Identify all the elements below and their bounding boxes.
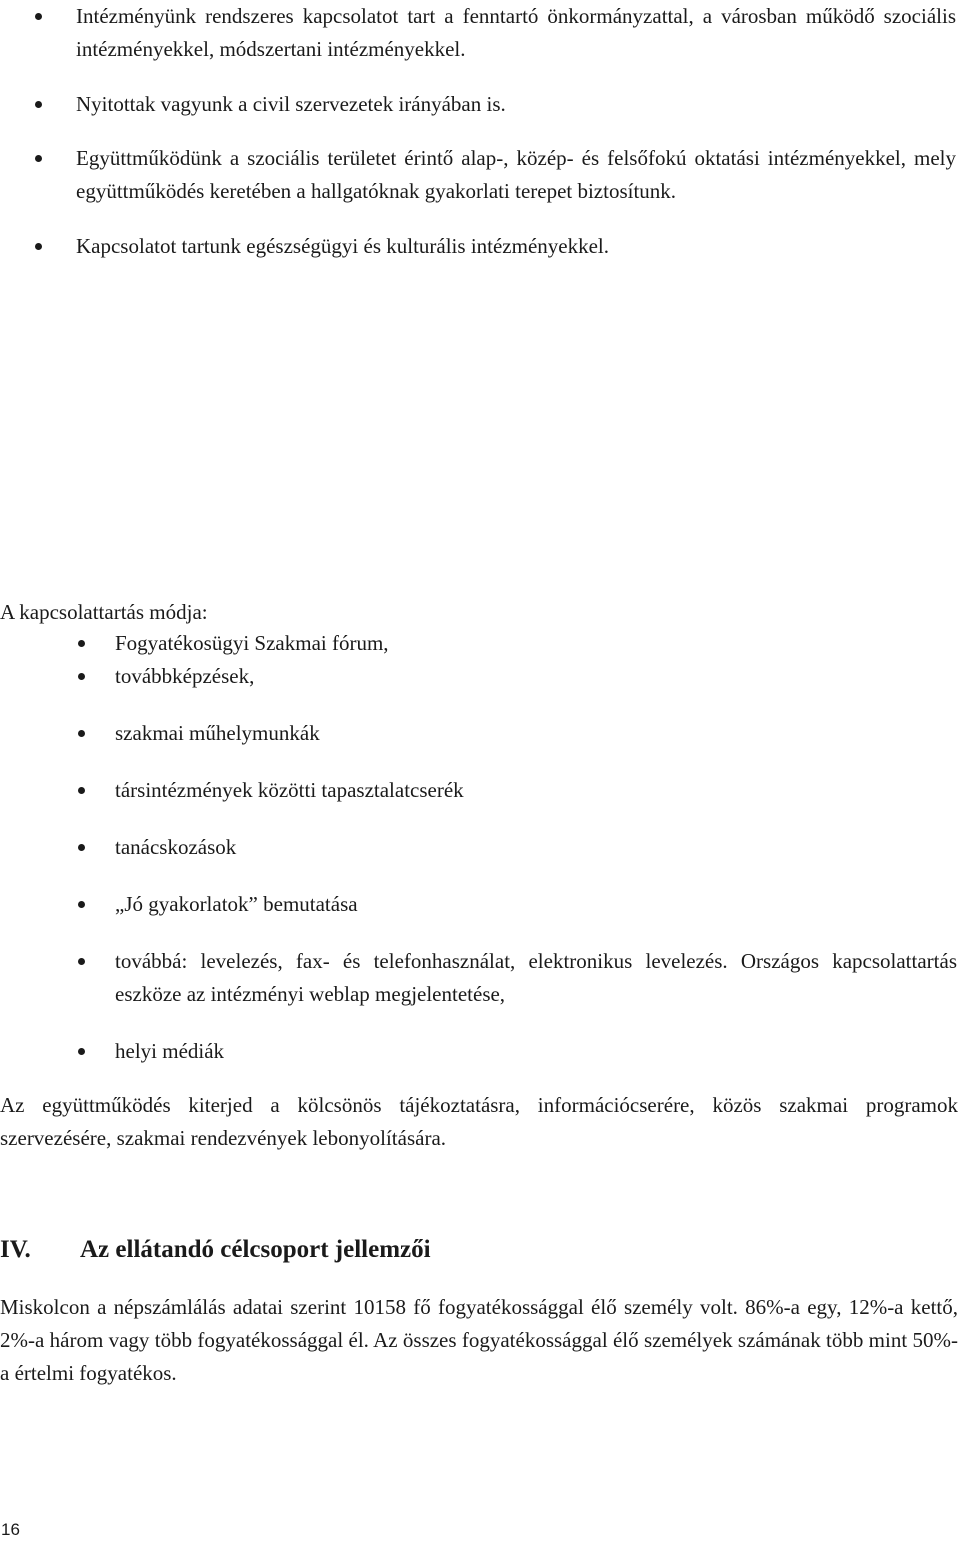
list-item: „Jó gyakorlatok” bemutatása xyxy=(115,888,957,921)
list-item: Intézményünk rendszeres kapcsolatot tart a fenntartó önkormányzattal, a városban működő szociális intézményekkel, módszertani intézményekkel. xyxy=(76,0,956,66)
list-item: Nyitottak vagyunk a civil szervezetek irányában is. xyxy=(76,88,956,121)
institution-relations-list xyxy=(76,0,956,263)
list-item: tanácskozások xyxy=(115,831,957,864)
list-item: szakmai műhelymunkák xyxy=(115,717,957,750)
list-item: Fogyatékosügyi Szakmai fórum, xyxy=(115,627,957,660)
list-item: továbbá: levelezés, fax- és telefonhasználat, elektronikus levelezés. Országos kapcsolattartás eszköze az intézményi weblap megjelentetése, xyxy=(115,945,957,1011)
page-number: 16 xyxy=(1,1520,20,1539)
list-item: társintézmények közötti tapasztalatcserék xyxy=(115,774,957,807)
section-title: Az ellátandó célcsoport jellemzői xyxy=(80,1236,431,1263)
cooperation-paragraph: Az együttműködés kiterjed a kölcsönös tájékoztatásra, információcserére, közös szakmai programok szervezésére, szakmai rendezvények lebonyolítására. xyxy=(0,1093,958,1150)
section-number: IV. xyxy=(0,1236,31,1263)
list-item: Kapcsolatot tartunk egészségügyi és kulturális intézményekkel. xyxy=(76,230,956,263)
contact-methods-list xyxy=(115,627,957,1068)
statistics-paragraph: Miskolcon a népszámlálás adatai szerint 10158 fő fogyatékossággal élő személy volt. 86%-a egy, 12%-a kettő, 2%-a három vagy több fogyatékossággal él. Az összes fogyatékossággal élő személyek számának több mint 50%-a értelmi fogyatékos. xyxy=(0,1295,958,1385)
list-item: helyi médiák xyxy=(115,1035,957,1068)
list-item: továbbképzések, xyxy=(115,660,957,693)
list-item: Együttműködünk a szociális területet érintő alap-, közép- és felsőfokú oktatási intézményekkel, mely együttműködés keretében a hallgatóknak gyakorlati terepet biztosítunk. xyxy=(76,142,956,208)
section-heading xyxy=(0,1230,431,1270)
contact-method-heading: A kapcsolattartás módja: xyxy=(0,600,208,624)
